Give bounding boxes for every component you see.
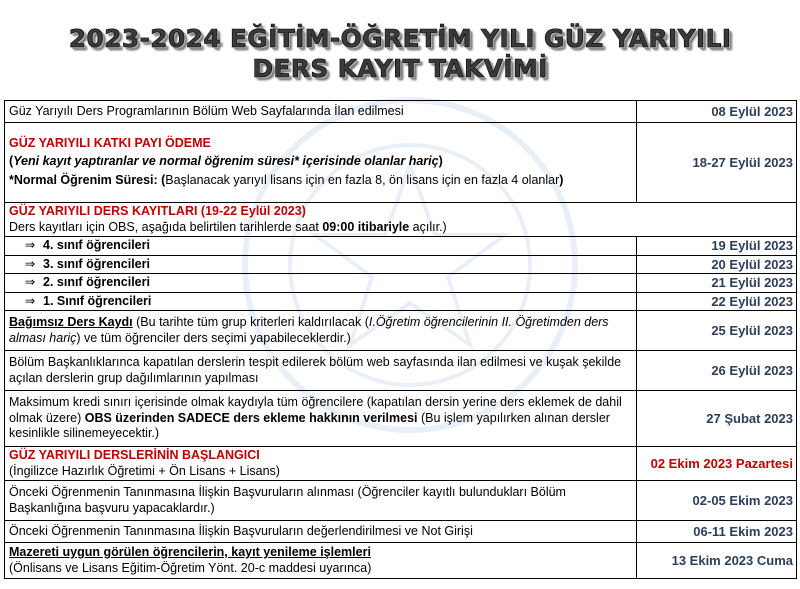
table-row: [5, 101, 797, 123]
row-description: Önceki Öğrenmenin Tanınmasına İlişkin Başvuruların alınması (Öğrenciler kayıtlı bulundukları Bölüm Başkanlığına başvuru yapacaklardır.): [5, 481, 637, 521]
row-heading: GÜZ YARIYILI DERS KAYITLARI (19-22 Eylül 2023): [9, 204, 306, 218]
title-line-2: DERS KAYIT TAKVİMİ: [252, 54, 548, 83]
row-date: 27 Şubat 2023: [637, 391, 797, 447]
row-subheading: (Önlisans ve Lisans Eğitim-Öğretim Yönt. 20-c maddesi uyarınca): [9, 560, 372, 575]
table-row: [5, 311, 797, 351]
row-label: Bağımsız Ders Kaydı: [9, 315, 133, 329]
table-row: [5, 292, 797, 311]
table-row: [5, 391, 797, 447]
row-date: 20 Eylül 2023: [637, 255, 797, 274]
note-label: *Normal Öğrenim Süresi: (: [9, 173, 166, 188]
row-description: Maksimum kredi sınırı içerisinde olmak kaydıyla tüm öğrencilere (kapatılan dersin yerine ders eklemek de dahil olmak üzere) OBS üzerinden SADECE ders ekleme hakkının verilmesi (Bu işlem yapılırken alınan dersler kesinlikle silinemeyecektir.): [5, 391, 637, 447]
row-date: 13 Ekim 2023 Cuma: [637, 543, 797, 579]
row-date: 21 Eylül 2023: [637, 274, 797, 293]
note-text: Başlanacak yarıyıl lisans için en fazla 8, ön lisans için en fazla 4 olanlar: [165, 173, 560, 188]
row-date: 08 Eylül 2023: [637, 101, 797, 123]
arrow-right-icon: ⇒: [24, 238, 36, 252]
row-subheading: Yeni kayıt yaptıranlar ve normal öğrenim süresi* içerisinde olanlar hariç: [13, 153, 439, 168]
table-row: [5, 543, 797, 579]
row-heading: GÜZ YARIYILI KATKI PAYI ÖDEME: [9, 136, 211, 151]
row-heading: Mazereti uygun görülen öğrencilerin, kayıt yenileme işlemleri: [9, 545, 371, 559]
arrow-right-icon: ⇒: [24, 275, 36, 289]
row-description: ⇒ 2. sınıf öğrencileri: [5, 274, 637, 293]
row-date: 06-11 Ekim 2023: [637, 521, 797, 543]
row-description: GÜZ YARIYILI KATKI PAYI ÖDEME (Yeni kayıt yaptıranlar ve normal öğrenim süresi* içerisinde olanlar hariç) *Normal Öğrenim Süresi: (Başlanacak yarıyıl lisans için en fazla 8, ön lisans için en fazla 4 olanlar): [5, 123, 637, 203]
row-date: 02 Ekim 2023 Pazartesi: [637, 447, 797, 481]
row-description: ⇒ 4. sınıf öğrencileri: [5, 237, 637, 256]
arrow-right-icon: ⇒: [24, 256, 36, 271]
table-row: [5, 521, 797, 543]
row-heading: GÜZ YARIYILI DERSLERİNİN BAŞLANGICI: [9, 448, 260, 462]
row-subheading: (İngilizce Hazırlık Öğretimi + Ön Lisans + Lisans): [9, 463, 280, 478]
table-row: [5, 255, 797, 274]
table-row: [5, 123, 797, 203]
table-row: [5, 351, 797, 391]
row-date: 02-05 Ekim 2023: [637, 481, 797, 521]
row-date: 25 Eylül 2023: [637, 311, 797, 351]
row-date: 19 Eylül 2023: [637, 237, 797, 256]
row-date: 26 Eylül 2023: [637, 351, 797, 391]
row-description: [5, 543, 637, 579]
row-description: Önceki Öğrenmenin Tanınmasına İlişkin Başvuruların değerlendirilmesi ve Not Girişi: [5, 521, 637, 543]
table-row: [5, 447, 797, 481]
row-description: Bağımsız Ders Kaydı (Bu tarihte tüm grup kriterleri kaldırılacak (I.Öğretim öğrencilerinin II. Öğretimden ders alması hariç) ve tüm öğrenciler ders seçimi yapabileceklerdir.): [5, 311, 637, 351]
row-date: 22 Eylül 2023: [637, 292, 797, 311]
row-description: Güz Yarıyılı Ders Programlarının Bölüm Web Sayfalarında İlan edilmesi: [5, 101, 637, 123]
row-description: ⇒ 1. Sınıf öğrencileri: [5, 292, 637, 311]
table-row: [5, 481, 797, 521]
table-row: [5, 203, 797, 237]
row-description: ⇒ 3. sınıf öğrencileri: [5, 255, 637, 274]
calendar-table: [4, 100, 797, 579]
table-row: [5, 237, 797, 256]
arrow-right-icon: ⇒: [24, 293, 36, 308]
row-description: GÜZ YARIYILI DERS KAYITLARI (19-22 Eylül 2023) Ders kayıtları için OBS, aşağıda belirtilen tarihlerde saat 09:00 itibariyle açılır.): [5, 203, 797, 237]
row-description: [5, 447, 637, 481]
row-description: Bölüm Başkanlıklarınca kapatılan derslerin tespit edilerek bölüm web sayfasında ilan edilmesi ve kuşak şekilde açılan derslerin grup dağılımlarının yapılması: [5, 351, 637, 391]
title-line-1: 2023-2024 EĞİTİM-ÖĞRETİM YILI GÜZ YARIYILI: [68, 24, 732, 53]
table-row: [5, 274, 797, 293]
row-date: 18-27 Eylül 2023: [637, 123, 797, 203]
